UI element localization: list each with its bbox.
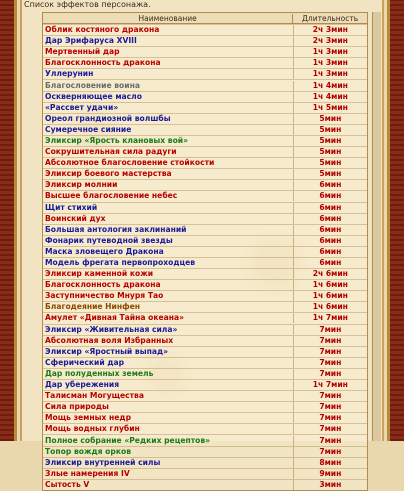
right-ornament-border [387,0,404,441]
effect-name: Дар полуденных земель [45,368,154,378]
effect-name: Высшее благословение небес [45,191,178,201]
table-row[interactable] [43,434,367,445]
effect-duration: 1ч 7мин [293,313,367,323]
table-row[interactable] [43,357,367,368]
table-row[interactable] [43,135,367,146]
effect-duration: 7мин [293,336,367,346]
effect-duration: 1ч 6мин [293,280,367,290]
table-row[interactable] [43,279,367,290]
effect-name: Мертвенный дар [45,47,120,57]
effect-name: Благословение воина [45,80,140,90]
effect-duration: 6мин [293,225,367,235]
effect-duration: 8мин [293,458,367,468]
column-header-duration: Длительность [292,14,367,23]
table-row[interactable] [43,312,367,323]
effect-name: Заступничество Мнуря Тао [45,291,164,301]
effect-name: Абсолютная воля Избранных [45,335,174,345]
table-row[interactable] [43,146,367,157]
table-row[interactable] [43,68,367,79]
effect-name: Топор вождя орков [45,446,132,456]
table-row[interactable] [43,91,367,102]
table-row[interactable] [43,457,367,468]
effect-duration: 1ч 3мин [293,69,367,79]
effect-duration: 1ч 5мин [293,103,367,113]
table-row[interactable] [43,24,367,35]
table-row[interactable] [43,79,367,90]
effect-name: Амулет «Дивная Тайна океана» [45,313,185,323]
table-row[interactable] [43,290,367,301]
effect-name: Благодеяние Нинфен [45,302,141,312]
effect-name: Эликсир «Яростный выпад» [45,346,168,356]
effect-duration: 1ч 3мин [293,58,367,68]
effect-duration: 6мин [293,191,367,201]
effect-name: Эликсир внутренней силы [45,457,161,467]
effect-name: Сила природы [45,402,109,412]
effect-duration: 7мин [293,325,367,335]
effect-name: Ореол грандиозной волшбы [45,113,171,123]
table-row[interactable] [43,301,367,312]
effect-name: Уллерунин [45,69,94,79]
effect-duration: 7мин [293,358,367,368]
effect-name: Фонарик путеводной звезды [45,235,173,245]
effect-name: Большая антология заклинаний [45,224,187,234]
effect-name: Эликсир каменной кожи [45,269,154,279]
table-row[interactable] [43,335,367,346]
table-row[interactable] [43,157,367,168]
panel-caption: Список эффектов персонажа. [24,0,151,9]
table-row[interactable] [43,202,367,213]
effect-duration: 9мин [293,469,367,479]
table-row[interactable] [43,113,367,124]
table-row[interactable] [43,446,367,457]
effect-duration: 6мин [293,258,367,268]
table-row[interactable] [43,379,367,390]
effect-name: Сумеречное сияние [45,124,132,134]
effect-duration: 5мин [293,136,367,146]
table-row[interactable] [43,324,367,335]
effects-table [42,12,368,491]
effect-duration: 2ч 3мин [293,36,367,46]
effect-duration: 1ч 4мин [293,81,367,91]
effect-duration: 7мин [293,347,367,357]
effect-name: Модель фрегата первопроходцев [45,258,196,268]
effect-name: Мощь водных глубин [45,424,140,434]
effect-name: Облик костяного дракона [45,25,160,35]
table-row[interactable] [43,46,367,57]
effect-duration: 3мин [293,480,367,490]
effect-name: Дар убережения [45,380,120,390]
effect-name: «Рассвет удачи» [45,102,119,112]
table-row[interactable] [43,102,367,113]
effect-duration: 1ч 3мин [293,47,367,57]
effect-duration: 7мин [293,402,367,412]
effect-name: Маска зловещего Дракона [45,246,164,256]
effect-duration: 2ч 3мин [293,25,367,35]
table-row[interactable] [43,479,367,490]
effect-duration: 6мин [293,236,367,246]
effect-duration: 7мин [293,424,367,434]
effect-duration: 1ч 7мин [293,380,367,390]
effect-duration: 7мин [293,413,367,423]
scrollbar[interactable] [372,12,381,441]
effect-name: Эликсир «Ярость клановых вой» [45,135,189,145]
table-row[interactable] [43,179,367,190]
effect-duration: 6мин [293,214,367,224]
effect-duration: 7мин [293,369,367,379]
effect-duration: 2ч 6мин [293,269,367,279]
effect-duration: 7мин [293,391,367,401]
effect-duration: 5мин [293,125,367,135]
effect-name: Полное собрание «Редких рецептов» [45,435,211,445]
effect-name: Абсолютное благословение стойкости [45,158,215,168]
table-row[interactable] [43,346,367,357]
effect-duration: 5мин [293,158,367,168]
effect-duration: 6мин [293,247,367,257]
effect-name: Оскверняющее масло [45,91,142,101]
table-row[interactable] [43,257,367,268]
effect-duration: 1ч 6мин [293,291,367,301]
table-row[interactable] [43,190,367,201]
table-row[interactable] [43,224,367,235]
effect-duration: 1ч 6мин [293,302,367,312]
effect-name: Эликсир боевого мастерства [45,169,172,179]
effect-name: Злые намерения IV [45,468,130,478]
effect-duration: 5мин [293,169,367,179]
effect-name: Благосклонность дракона [45,58,161,68]
table-row[interactable] [43,390,367,401]
effect-name: Дар Эрифаруса XVIII [45,36,137,46]
table-row[interactable] [43,368,367,379]
table-header [43,13,367,24]
column-header-name: Наименование [138,13,197,23]
effect-duration: 5мин [293,147,367,157]
effect-name: Щит стихий [45,202,98,212]
table-row[interactable] [43,168,367,179]
effect-duration: 7мин [293,447,367,457]
table-row[interactable] [43,423,367,434]
effect-name: Благосклонность дракона [45,280,161,290]
table-row[interactable] [43,213,367,224]
effect-name: Мощь земных недр [45,413,132,423]
effect-name: Эликсир «Живительная сила» [45,324,178,334]
effect-duration: 6мин [293,203,367,213]
table-row[interactable] [43,268,367,279]
table-row[interactable] [43,246,367,257]
table-row[interactable] [43,412,367,423]
table-row[interactable] [43,35,367,46]
effect-duration: 1ч 4мин [293,92,367,102]
left-ornament-border [0,0,17,441]
effect-name: Талисман Могущества [45,391,144,401]
table-row[interactable] [43,57,367,68]
effects-list [43,24,367,490]
effect-duration: 7мин [293,436,367,446]
effect-name: Воинский дух [45,213,106,223]
effect-name: Сферический дар [45,357,125,367]
effect-name: Эликсир молнии [45,180,118,190]
table-row[interactable] [43,401,367,412]
table-row[interactable] [43,468,367,479]
effect-name: Сытость V [45,479,90,489]
effect-duration: 5мин [293,114,367,124]
effect-duration: 6мин [293,180,367,190]
effect-name: Сокрушительная сила радуги [45,147,177,157]
table-row[interactable] [43,235,367,246]
table-row[interactable] [43,124,367,135]
